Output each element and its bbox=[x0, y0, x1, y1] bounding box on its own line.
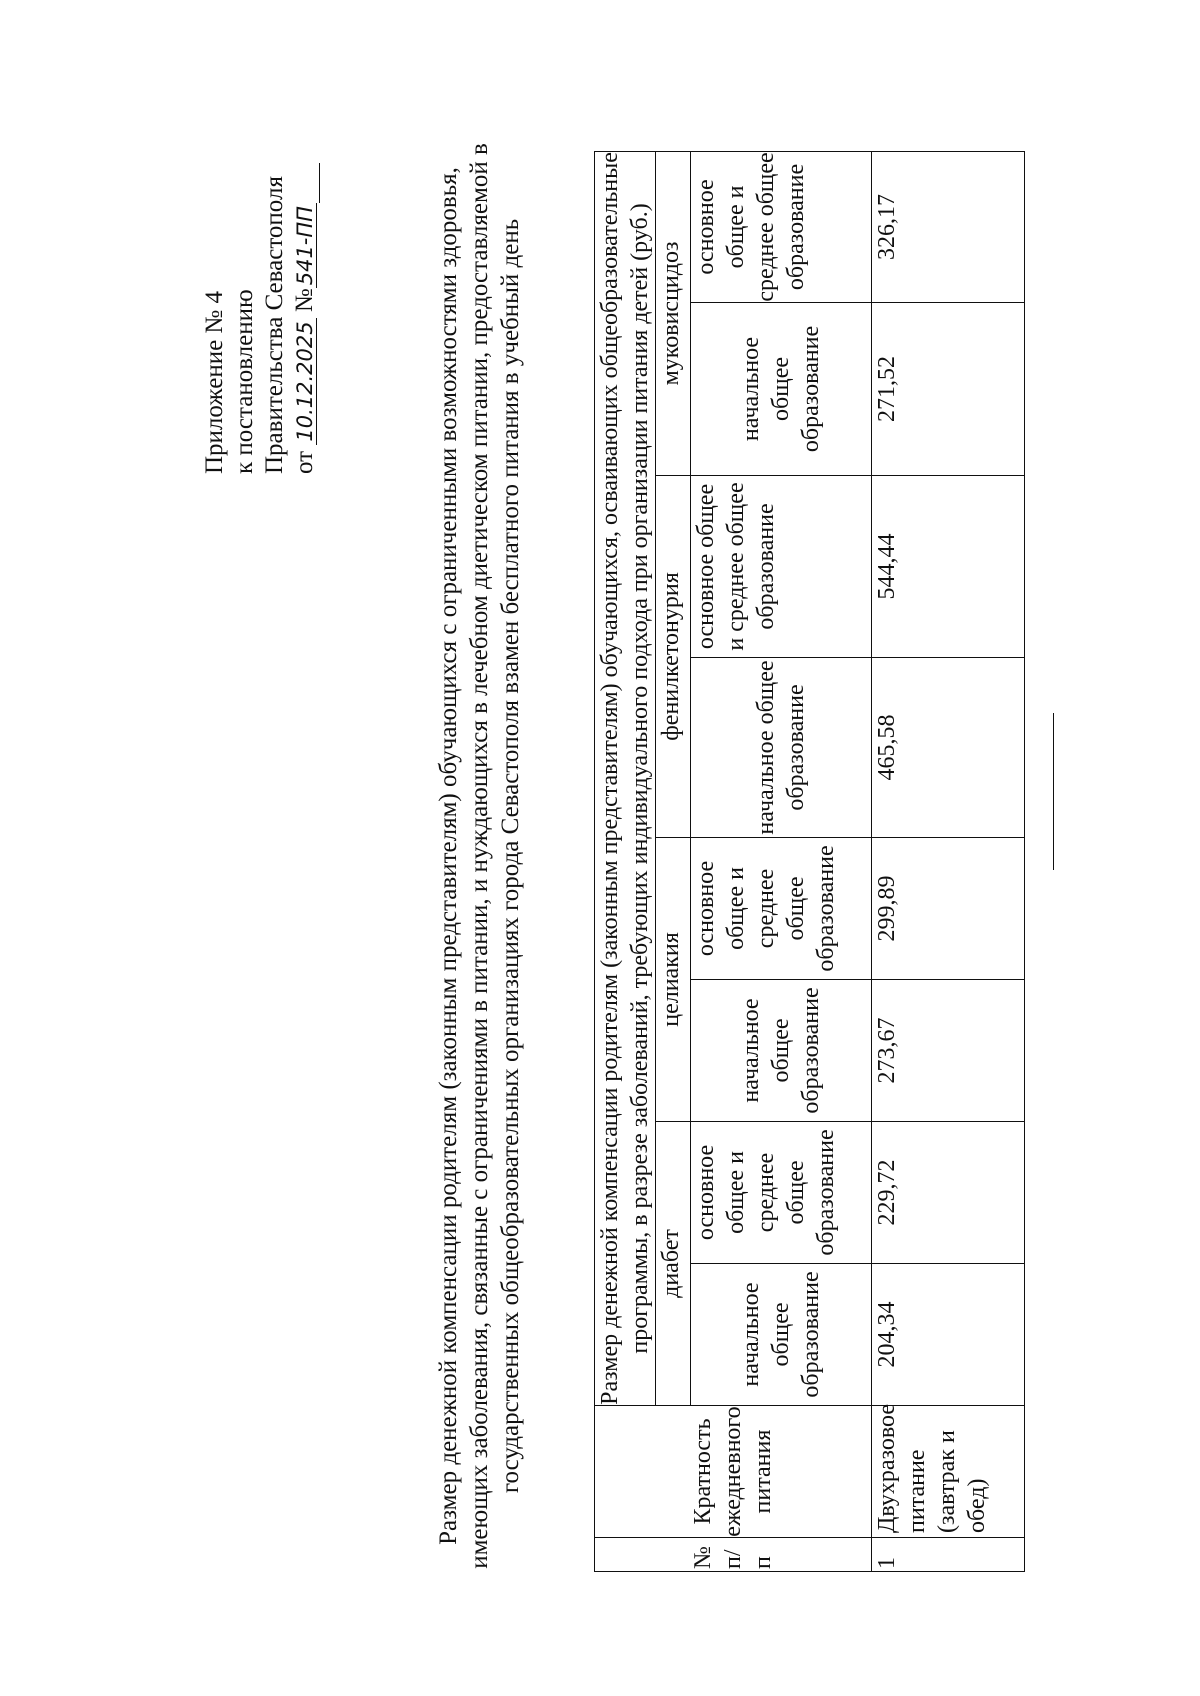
header-level-primary: начальное общее образование bbox=[691, 303, 872, 476]
header-disease-phenylketonuria: фенилкетонурия bbox=[656, 476, 691, 838]
underline-extension bbox=[295, 163, 320, 203]
header-level-secondary: основное общее и среднее общее образование bbox=[691, 838, 872, 980]
row-frequency-label: Двухразовое питание (завтрак и обед) bbox=[872, 1406, 1025, 1538]
header-disease-celiac: целиакия bbox=[656, 838, 691, 1122]
closing-rule-line bbox=[1053, 713, 1054, 870]
document-title: Размер денежной компенсации родителям (законным представителям) обучающихся с ограниченными возможностями здоровья, имеющих заболевания, связанные с ограничениями в питании, и нуждающихся в лечебном диетическом питании, предоставляемой в государственных общеобразовательных организациях города Севастополя взамен бесплатного питания в учебный день bbox=[435, 143, 524, 1569]
header-level-secondary: основное общее и среднее общее образование bbox=[691, 1122, 872, 1264]
table-row bbox=[872, 151, 1025, 1571]
header-frequency: Кратность ежедневного питания bbox=[595, 1406, 872, 1538]
header-level-primary: начальное общее образование bbox=[691, 980, 872, 1122]
value-cell: 271,52 bbox=[872, 303, 1025, 476]
row-number: 1 bbox=[872, 1538, 1025, 1572]
header-disease-cystic-fibrosis: муковисцидоз bbox=[656, 151, 691, 475]
header-level-primary: начальное общее образование bbox=[691, 1264, 872, 1406]
appendix-line: Приложение № 4 bbox=[201, 290, 228, 474]
value-cell: 544,44 bbox=[872, 476, 1025, 658]
header-level-secondary: основное общее и среднее общее образование bbox=[691, 151, 872, 302]
header-disease-diabetes: диабет bbox=[656, 1122, 691, 1406]
header-level-secondary: основное общее и среднее общее образование bbox=[691, 476, 872, 658]
appendix-line: Правительства Севастополя bbox=[261, 176, 288, 474]
header-row-number: № п/п bbox=[595, 1538, 872, 1572]
header-compensation-group: Размер денежной компенсации родителям (законным представителям) обучающихся, осваивающих общеобразовательные программы, в разрезе заболеваний, требующих индивидуального подхода при организации питания детей (руб.) bbox=[595, 151, 656, 1405]
number-sign: № bbox=[291, 288, 318, 313]
value-cell: 326,17 bbox=[872, 151, 1025, 302]
header-level-primary: начальное общее образование bbox=[691, 658, 872, 838]
appendix-header bbox=[200, 163, 320, 474]
value-cell: 229,72 bbox=[872, 1122, 1025, 1264]
handwritten-number: 541-ПП bbox=[294, 203, 317, 288]
compensation-table bbox=[594, 151, 1025, 1572]
value-cell: 299,89 bbox=[872, 838, 1025, 980]
value-cell: 204,34 bbox=[872, 1264, 1025, 1406]
appendix-from-label: от bbox=[291, 450, 318, 474]
appendix-date-line bbox=[290, 163, 320, 474]
value-cell: 273,67 bbox=[872, 980, 1025, 1122]
value-cell: 465,58 bbox=[872, 658, 1025, 838]
appendix-line: к постановлению bbox=[231, 289, 258, 474]
handwritten-date: 10.12.2025 bbox=[294, 318, 317, 444]
